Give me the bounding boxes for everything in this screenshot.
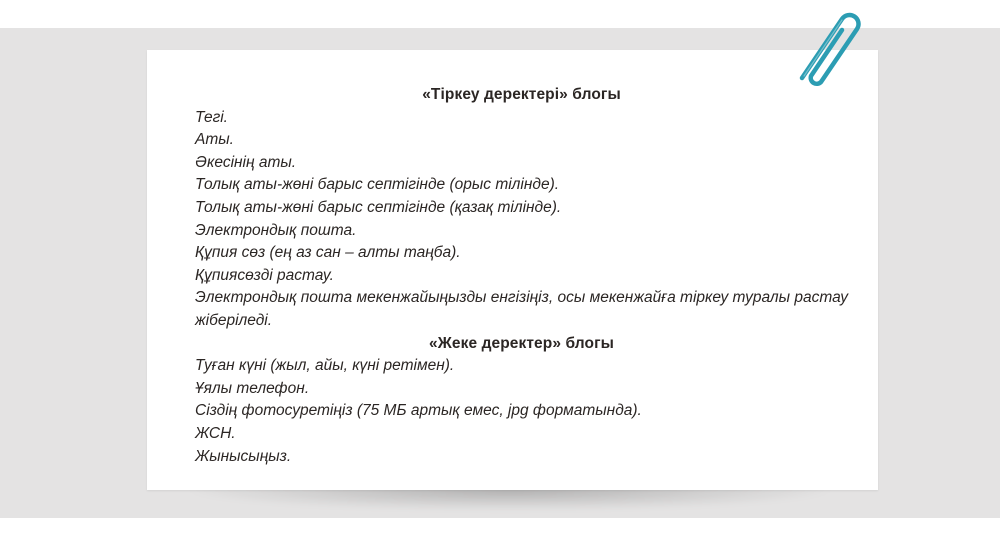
field-photo: Сіздің фотосуретіңіз (75 МБ артық емес, jpg форматында). xyxy=(195,402,642,420)
field-password: Құпия сөз (ең аз сан – алты таңба). xyxy=(195,244,461,262)
field-iin: ЖСН. xyxy=(195,424,236,442)
document-card xyxy=(147,50,878,490)
registration-block-heading: «Тіркеу деректері» блогы xyxy=(422,86,621,103)
field-surname: Тегі. xyxy=(195,108,228,126)
paperclip-icon xyxy=(790,2,870,92)
field-birth-date: Туған күні (жыл, айы, күні ретімен). xyxy=(195,357,455,375)
field-name: Аты. xyxy=(195,131,234,149)
field-password-confirm: Құпиясөзді растау. xyxy=(195,266,334,284)
field-fullname-russian: Толық аты-жөні барыс септігінде (орыс тілінде). xyxy=(195,176,560,194)
email-note: Электрондық пошта мекенжайыңызды енгізіңіз, осы мекенжайға тіркеу туралы растау жіберіледі. xyxy=(195,289,848,329)
field-mobile-phone: Ұялы телефон. xyxy=(195,379,310,397)
field-email: Электрондық пошта. xyxy=(195,221,357,239)
personal-block-heading: «Жеке деректер» блогы xyxy=(429,334,614,352)
document-content xyxy=(195,84,848,468)
field-gender: Жынысыңыз. xyxy=(195,447,292,465)
field-patronymic: Әкесінің аты. xyxy=(195,153,297,171)
field-fullname-kazakh: Толық аты-жөні барыс септігінде (қазақ тілінде). xyxy=(195,198,562,216)
